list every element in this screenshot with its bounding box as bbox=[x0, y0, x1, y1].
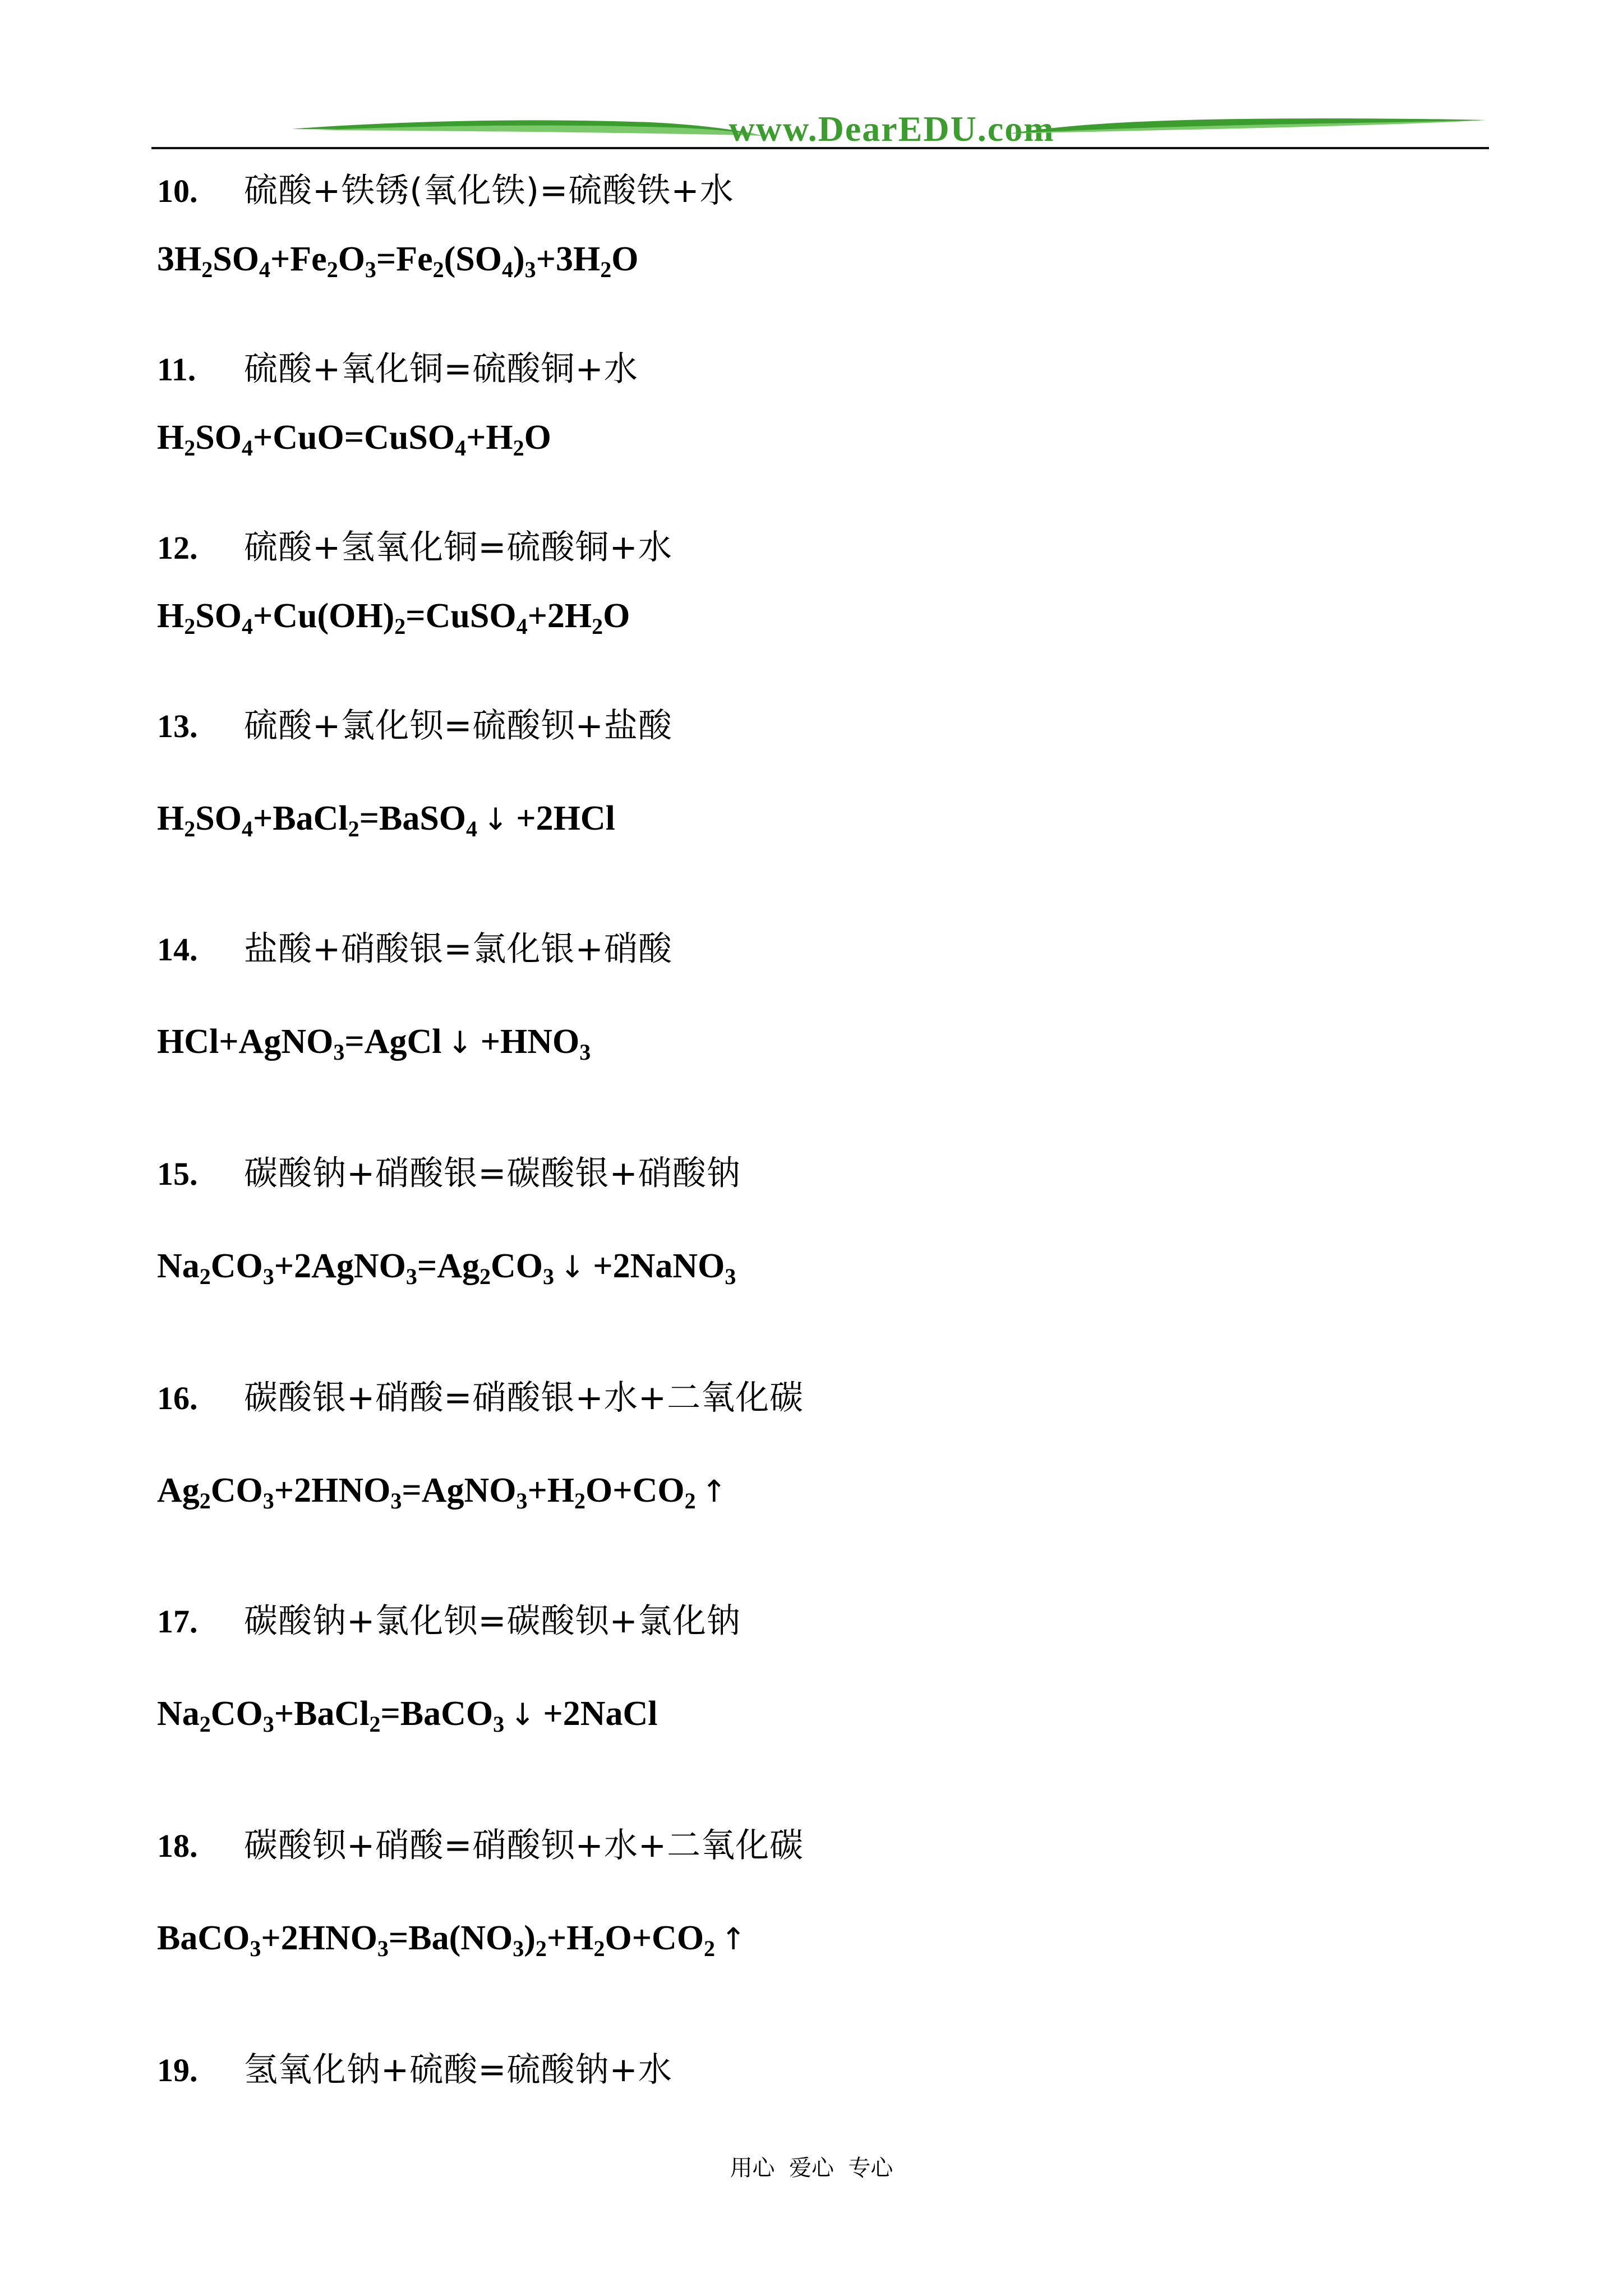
formula-subscript: 4 bbox=[455, 435, 467, 461]
item-formula: $H_2SO_4+BaCl_2=BaSO_4$ ↓ +2HCl bbox=[157, 799, 615, 841]
item-title bbox=[157, 347, 638, 392]
precipitate-arrow-icon: ↓ bbox=[560, 1249, 585, 1285]
formula-subscript: 2 bbox=[704, 1936, 716, 1961]
item-number: 12. bbox=[157, 530, 198, 566]
gas-arrow-icon: ↑ bbox=[701, 1474, 727, 1509]
header-rule bbox=[151, 147, 1489, 149]
formula-subscript: 2 bbox=[201, 257, 213, 282]
item-formula: $3H_2SO_4+Fe_2O_3=Fe_2(SO_4)_3+3H_2O$ bbox=[157, 240, 639, 282]
formula-subscript: 3 bbox=[579, 1039, 591, 1065]
item-formula: $H_2SO_4+CuO=CuSO_4+H_2O$ bbox=[157, 418, 551, 461]
item-title bbox=[157, 703, 672, 748]
item-title bbox=[157, 1375, 804, 1420]
item-number: 16. bbox=[157, 1380, 198, 1416]
formula-subscript: 3 bbox=[516, 1488, 528, 1513]
formula-subscript: 3 bbox=[493, 1711, 505, 1737]
item-number: 18. bbox=[157, 1828, 198, 1864]
item-words: 碳酸钡+硝酸=硝酸钡+水+二氧化碳 bbox=[244, 1826, 804, 1865]
item-number: 14. bbox=[157, 931, 198, 968]
formula-subscript: 3 bbox=[725, 1264, 736, 1289]
formula-subscript: 2 bbox=[184, 816, 196, 841]
item-title bbox=[157, 168, 734, 213]
formula-subscript: 2 bbox=[394, 614, 406, 639]
item-words: 硫酸+氧化铜=硫酸铜+水 bbox=[244, 349, 638, 389]
formula-subscript: 2 bbox=[600, 257, 612, 282]
green-swoosh-right-icon bbox=[1009, 113, 1486, 137]
formula-subscript: 4 bbox=[502, 257, 514, 282]
formula-subscript: 3 bbox=[390, 1488, 402, 1513]
formula-subscript: 4 bbox=[259, 257, 270, 282]
formula-subscript: 3 bbox=[365, 257, 376, 282]
formula-subscript: 3 bbox=[262, 1711, 274, 1737]
formula-subscript: 3 bbox=[405, 1264, 417, 1289]
formula-subscript: 2 bbox=[199, 1264, 211, 1289]
formula-subscript: 2 bbox=[684, 1488, 696, 1513]
formula-subscript: 3 bbox=[543, 1264, 554, 1289]
formula-subscript: 2 bbox=[199, 1488, 211, 1513]
item-number: 11. bbox=[157, 351, 196, 388]
formula-subscript: 2 bbox=[592, 614, 603, 639]
item-words: 盐酸+硝酸银=氯化银+硝酸 bbox=[244, 930, 672, 969]
item-number: 17. bbox=[157, 1603, 198, 1640]
item-words: 硫酸+铁锈(氧化铁)=硫酸铁+水 bbox=[244, 171, 734, 210]
formula-subscript: 4 bbox=[241, 816, 253, 841]
item-number: 13. bbox=[157, 708, 198, 744]
item-formula: $Ag_2CO_3+2HNO_3=AgNO_3+H_2O+CO_2$ ↑ bbox=[157, 1465, 735, 1516]
item-formula: $H_2SO_4+Cu(OH)_2=CuSO_4+2H_2O$ bbox=[157, 597, 630, 639]
formula-subscript: 2 bbox=[199, 1711, 211, 1737]
formula-subscript: 2 bbox=[348, 816, 359, 841]
formula-subscript: 2 bbox=[513, 435, 524, 461]
formula-subscript: 4 bbox=[466, 816, 478, 841]
item-title bbox=[157, 1599, 741, 1644]
formula-subscript: 3 bbox=[250, 1936, 261, 1961]
formula-subscript: 2 bbox=[479, 1264, 491, 1289]
item-words: 氢氧化钠+硫酸=硫酸钠+水 bbox=[244, 2050, 672, 2090]
item-formula: HCl+AgNO$_3$=AgCl ↓ $+HNO_3$ bbox=[157, 1023, 591, 1065]
formula-subscript: 3 bbox=[333, 1039, 345, 1065]
formula-subscript: 3 bbox=[377, 1936, 389, 1961]
item-words: 硫酸+氯化钡=硫酸钡+盐酸 bbox=[244, 706, 672, 746]
formula-subscript: 2 bbox=[184, 614, 196, 639]
formula-subscript: 3 bbox=[262, 1488, 274, 1513]
formula-subscript: 2 bbox=[574, 1488, 586, 1513]
item-title bbox=[157, 1151, 741, 1196]
formula-subscript: 2 bbox=[369, 1711, 381, 1737]
precipitate-arrow-icon: ↓ bbox=[483, 802, 509, 837]
formula-subscript: 3 bbox=[524, 257, 536, 282]
item-formula: $Na_2CO_3+2AgNO_3=Ag_2CO_3$ ↓ +2NaNO$_3$ bbox=[157, 1247, 736, 1289]
precipitate-arrow-icon: ↓ bbox=[510, 1697, 536, 1732]
item-words: 碳酸钠+氯化钡=碳酸钡+氯化钠 bbox=[244, 1602, 741, 1641]
item-number: 19. bbox=[157, 2052, 198, 2088]
formula-subscript: 2 bbox=[184, 435, 196, 461]
header-brand: www.DearEDU.com bbox=[728, 109, 1055, 149]
formula-subscript: 4 bbox=[516, 614, 528, 639]
item-words: 碳酸钠+硝酸银=碳酸银+硝酸钠 bbox=[244, 1154, 741, 1193]
item-words: 硫酸+氢氧化铜=硫酸铜+水 bbox=[244, 528, 672, 567]
formula-subscript: 2 bbox=[326, 257, 338, 282]
item-formula: $BaCO_3+2HNO_3=Ba(NO_3)_2+H_2O+CO_2$ ↑ bbox=[157, 1913, 754, 1963]
item-title bbox=[157, 1823, 804, 1868]
item-number: 10. bbox=[157, 173, 198, 209]
formula-subscript: 4 bbox=[241, 614, 253, 639]
item-title bbox=[157, 927, 672, 972]
formula-subscript: 2 bbox=[432, 257, 444, 282]
formula-subscript: 4 bbox=[241, 435, 253, 461]
page-header bbox=[151, 107, 1486, 151]
item-words: 碳酸银+硝酸=硝酸银+水+二氧化碳 bbox=[244, 1378, 804, 1418]
item-title bbox=[157, 2047, 672, 2092]
precipitate-arrow-icon: ↓ bbox=[447, 1025, 473, 1060]
item-formula: $Na_2CO_3+BaCl_2=BaCO_3$ ↓ +2NaCl bbox=[157, 1695, 658, 1737]
formula-subscript: 2 bbox=[535, 1936, 547, 1961]
formula-subscript: 3 bbox=[513, 1936, 524, 1961]
item-number: 15. bbox=[157, 1156, 198, 1192]
formula-subscript: 2 bbox=[593, 1936, 605, 1961]
formula-subscript: 3 bbox=[262, 1264, 274, 1289]
page-footer: 用心 爱心 专心 bbox=[730, 2155, 893, 2181]
gas-arrow-icon: ↑ bbox=[721, 1921, 746, 1957]
item-title bbox=[157, 525, 672, 570]
